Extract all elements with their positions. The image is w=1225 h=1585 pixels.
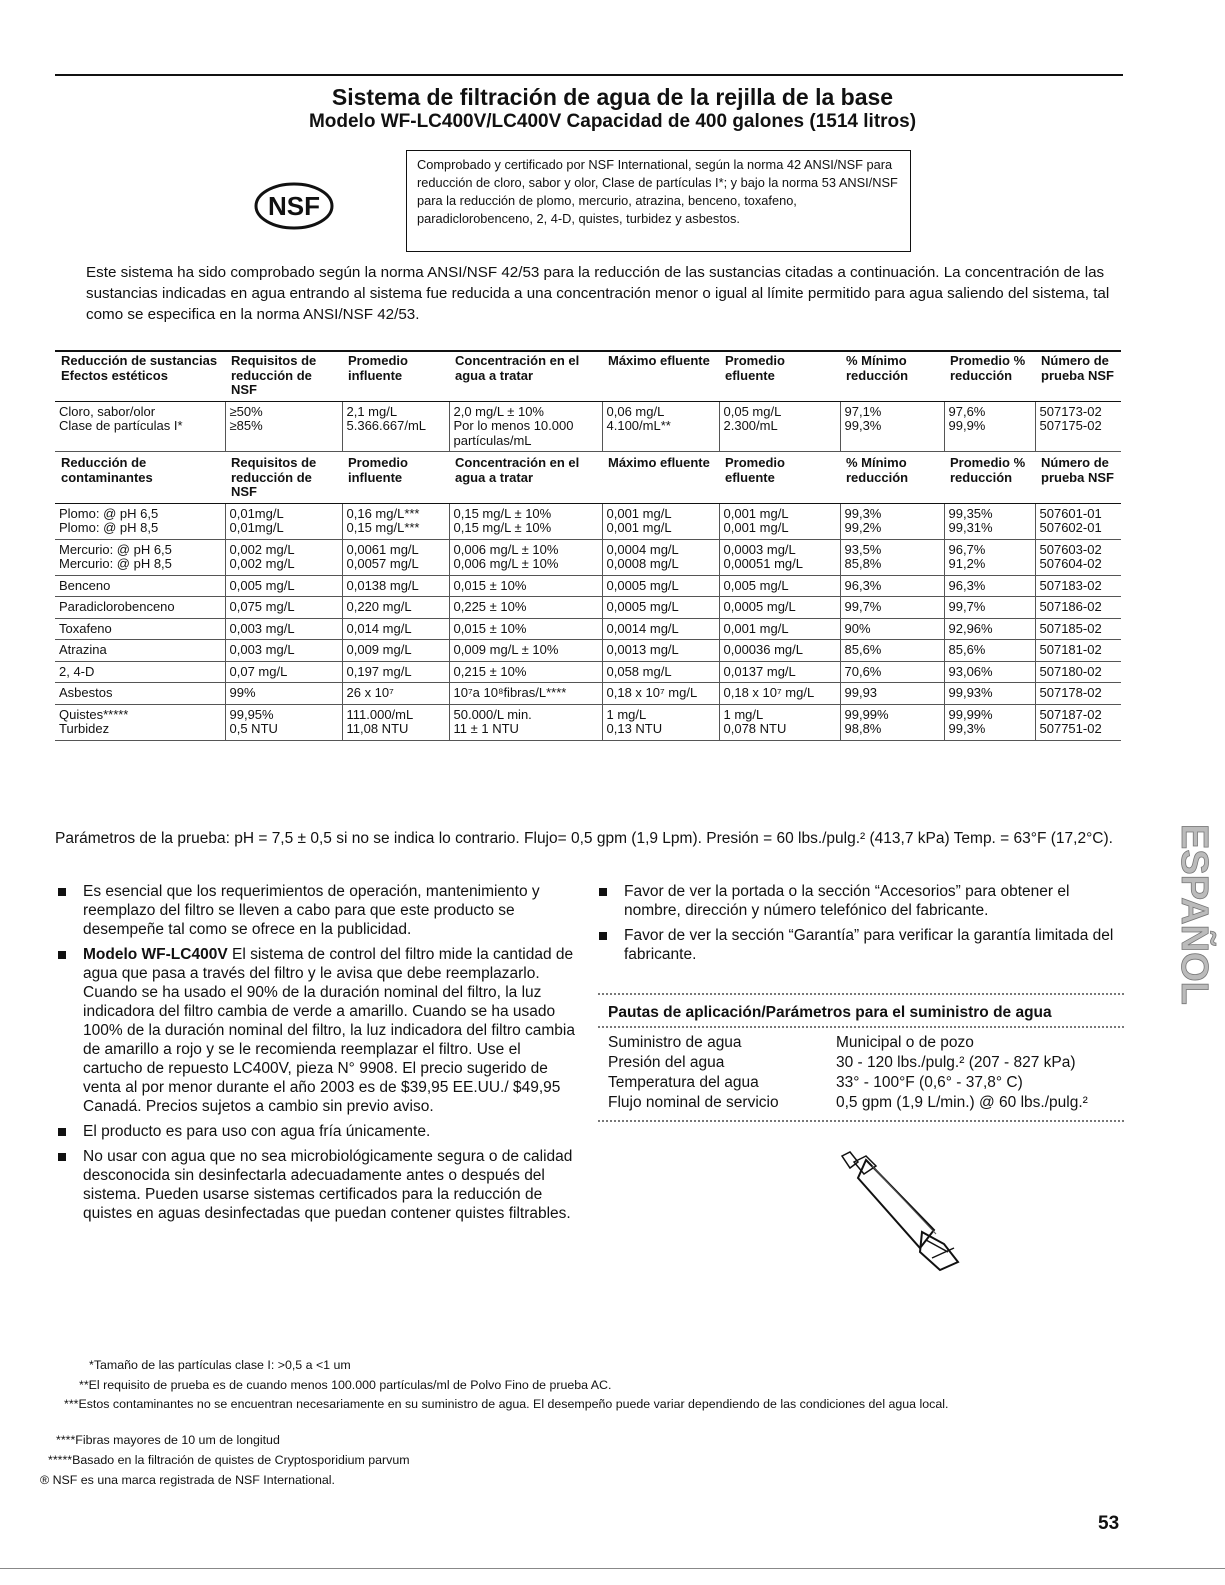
table-cell: 0,003 mg/L — [225, 618, 342, 640]
table-cell: 50.000/L min. 11 ± 1 NTU — [449, 704, 602, 740]
table-cell: 97,1% 99,3% — [840, 401, 944, 452]
table-cell: 99% — [225, 683, 342, 705]
table-cell: 0,0005 mg/L — [602, 597, 719, 619]
table-cell: Plomo: @ pH 6,5 Plomo: @ pH 8,5 — [55, 503, 225, 539]
table-cell: 0,001 mg/L — [719, 618, 840, 640]
table-cell: Quistes***** Turbidez — [55, 704, 225, 740]
table-cell: 0,01mg/L 0,01mg/L — [225, 503, 342, 539]
guideline-label: Temperatura del agua — [608, 1074, 759, 1091]
intro-paragraph: Este sistema ha sido comprobado según la norma ANSI/NSF 42/53 para la reducción de las sustancias citadas a continuación. La concentración de las sustancias indicadas en agua entrando al sistema fue reducida a una concentración menor o igual al límite permitido para agua saliendo del sistema, tal como se especifica en la norma ANSI/NSF 42/53. — [86, 264, 1110, 323]
table-cell: 0,0005 mg/L — [719, 597, 840, 619]
table-cell: 93,06% — [944, 661, 1035, 683]
table-cell: 0,18 x 10⁷ mg/L — [602, 683, 719, 705]
table-cell: 507183-02 — [1035, 575, 1121, 597]
table-cell: 0,002 mg/L 0,002 mg/L — [225, 539, 342, 575]
guideline-label: Presión del agua — [608, 1054, 725, 1071]
table-cell: 99,93 — [840, 683, 944, 705]
table-cell: 2,0 mg/L ± 10% Por lo menos 10.000 partículas/mL — [449, 401, 602, 452]
table-cell: 0,009 mg/L — [342, 640, 449, 662]
table-cell: 507180-02 — [1035, 661, 1121, 683]
footnote: ***Estos contaminantes no se encuentran necesariamente en su suministro de agua. El desempeño puede variar dependiendo de las condiciones del agua local. — [64, 1397, 949, 1411]
table-cell: 92,96% — [944, 618, 1035, 640]
guideline-value: 0,5 gpm (1,9 L/min.) @ 60 lbs./pulg.² — [836, 1094, 1088, 1111]
table-cell: 0,06 mg/L 4.100/mL** — [602, 401, 719, 452]
table-cell: 507178-02 — [1035, 683, 1121, 705]
table-cell: 0,014 mg/L — [342, 618, 449, 640]
table-cell: Paradiclorobenceno — [55, 597, 225, 619]
table-cell: 2, 4-D — [55, 661, 225, 683]
right-bullet-list — [596, 882, 1116, 970]
certification-box: Comprobado y certificado por NSF International, según la norma 42 ANSI/NSF para reducción de cloro, sabor y olor, Clase de partículas I*; y bajo la norma 53 ANSI/NSF para la reducción de plomo, mercurio, atrazina, benceno, toxafeno, paradiclorobenceno, 2, 4-D, quistes, turbidez y asbestos. — [406, 150, 911, 252]
table-cell: 0,05 mg/L 2.300/mL — [719, 401, 840, 452]
table-cell: 0,07 mg/L — [225, 661, 342, 683]
table-cell: 96,3% — [840, 575, 944, 597]
dotted-divider — [598, 1120, 1124, 1122]
table-cell: 99,93% — [944, 683, 1035, 705]
table-row — [55, 683, 1121, 705]
column-header: % Mínimo reducción — [840, 452, 944, 504]
table-cell: 90% — [840, 618, 944, 640]
column-header: Promedio influente — [342, 452, 449, 504]
table-cell: ≥50% ≥85% — [225, 401, 342, 452]
page-title: Sistema de filtración de agua de la rejilla de la base — [331, 84, 894, 110]
table-cell: 0,015 ± 10% — [449, 575, 602, 597]
column-header: Número de prueba NSF — [1035, 452, 1121, 504]
filter-cartridge-illustration — [836, 1148, 966, 1273]
column-header: Promedio efluente — [719, 351, 840, 401]
test-parameters: Parámetros de la prueba: pH = 7,5 ± 0,5 si no se indica lo contrario. Flujo= 0,5 gpm (1,9 Lpm). Presión = 60 lbs./pulg.² (413,7 kPa) Temp. = 63°F (17,2°C). — [55, 830, 1113, 847]
top-rule — [55, 74, 1123, 76]
footnote: ® NSF es una marca registrada de NSF International. — [40, 1473, 335, 1487]
page-number: 53 — [1098, 1513, 1120, 1534]
table-cell: 70,6% — [840, 661, 944, 683]
table-cell: 0,220 mg/L — [342, 597, 449, 619]
table-row — [55, 401, 1121, 452]
left-bullet-list — [55, 882, 575, 1229]
list-item: Favor de ver la portada o la sección “Accesorios” para obtener el nombre, dirección y número telefónico del fabricante. — [596, 882, 1116, 920]
table-cell: 507603-02 507604-02 — [1035, 539, 1121, 575]
column-header: Concentración en el agua a tratar — [449, 351, 602, 401]
table-cell: 26 x 10⁷ — [342, 683, 449, 705]
table-cell: 507601-01 507602-01 — [1035, 503, 1121, 539]
list-item — [55, 882, 575, 939]
column-header: Número de prueba NSF — [1035, 351, 1121, 401]
table-cell: 507181-02 — [1035, 640, 1121, 662]
footnote: *****Basado en la filtración de quistes de Cryptosporidium parvum — [48, 1453, 410, 1467]
guideline-value: 33° - 100°F (0,6° - 37,8° C) — [836, 1074, 1023, 1091]
list-item — [55, 1147, 575, 1223]
table-cell: 507173-02 507175-02 — [1035, 401, 1121, 452]
guideline-value: Municipal o de pozo — [836, 1034, 974, 1051]
list-item-bold: Modelo WF-LC400V — [83, 946, 228, 963]
table-cell: 0,00036 mg/L — [719, 640, 840, 662]
list-item-text: El producto es para uso con agua fría únicamente. — [83, 1123, 431, 1140]
column-header: Promedio % reducción — [944, 452, 1035, 504]
column-header: Requisitos de reducción de NSF — [225, 452, 342, 504]
table-cell: 507187-02 507751-02 — [1035, 704, 1121, 740]
table-header-row — [55, 351, 1121, 401]
nsf-logo — [253, 182, 335, 230]
table-cell: 0,16 mg/L*** 0,15 mg/L*** — [342, 503, 449, 539]
guideline-label: Flujo nominal de servicio — [608, 1094, 779, 1111]
table-cell: 96,7% 91,2% — [944, 539, 1035, 575]
table-cell: 93,5% 85,8% — [840, 539, 944, 575]
table-cell: 0,225 ± 10% — [449, 597, 602, 619]
column-header: Máximo efluente — [602, 351, 719, 401]
table-row — [55, 575, 1121, 597]
table-cell: 0,058 mg/L — [602, 661, 719, 683]
table-cell: 96,3% — [944, 575, 1035, 597]
guideline-value: 30 - 120 lbs./pulg.² (207 - 827 kPa) — [836, 1054, 1076, 1071]
list-item-text: No usar con agua que no sea microbiológicamente segura o de calidad desconocida sin desinfectarla adecuadamente antes o después del sistema. Pueden usarse sistemas certificados para la reducción de quistes en aguas desinfectadas que puedan contener quistes filtrables. — [83, 1148, 573, 1222]
table-cell: 0,001 mg/L 0,001 mg/L — [719, 503, 840, 539]
performance-table — [55, 350, 1121, 741]
dotted-divider — [598, 1026, 1124, 1028]
column-header: Reducción de sustancias Efectos estéticos — [55, 351, 225, 401]
table-row — [55, 661, 1121, 683]
list-item — [55, 945, 575, 1116]
table-cell: Asbestos — [55, 683, 225, 705]
table-cell: 0,215 ± 10% — [449, 661, 602, 683]
table-cell: Toxafeno — [55, 618, 225, 640]
table-cell: 0,003 mg/L — [225, 640, 342, 662]
column-header: % Mínimo reducción — [840, 351, 944, 401]
table-cell: 1 mg/L 0,078 NTU — [719, 704, 840, 740]
table-cell: Atrazina — [55, 640, 225, 662]
table-cell: 99,99% 99,3% — [944, 704, 1035, 740]
table-row — [55, 503, 1121, 539]
table-row — [55, 597, 1121, 619]
list-item-text: El sistema de control del filtro mide la cantidad de agua que pasa a través del filtro y le avisa que debe reemplazarlo. Cuando se ha usado el 90% de la duración nominal del filtro, la luz indicadora del filtro cambia de verde a amarillo. Cuando se ha usado 100% de la duración nominal del filtro, la luz indicadora del filtro cambia de amarillo a rojo y se le recomienda reemplazar el filtro. Use el cartucho de repuesto LC400V, pieza N° 9908. El precio sugerido de venta al por menor durante el año 2003 es de $39,95 EE.UU./ $49,95 Canadá. Precios sujetos a cambio sin previo aviso. — [83, 946, 575, 1115]
table-header-row — [55, 452, 1121, 504]
footnote: ****Fibras mayores de 10 um de longitud — [56, 1433, 280, 1447]
guideline-label: Suministro de agua — [608, 1034, 742, 1051]
table-cell: 111.000/mL 11,08 NTU — [342, 704, 449, 740]
table-cell: 0,18 x 10⁷ mg/L — [719, 683, 840, 705]
column-header: Promedio efluente — [719, 452, 840, 504]
table-cell: 0,009 mg/L ± 10% — [449, 640, 602, 662]
table-row — [55, 704, 1121, 740]
language-side-tab — [1150, 820, 1215, 1050]
column-header: Reducción de contaminantes — [55, 452, 225, 504]
table-cell: Cloro, sabor/olor Clase de partículas I* — [55, 401, 225, 452]
guidelines-title: Pautas de aplicación/Parámetros para el suministro de agua — [608, 1004, 1052, 1021]
table-cell: Benceno — [55, 575, 225, 597]
list-item: Favor de ver la sección “Garantía” para verificar la garantía limitada del fabricante. — [596, 926, 1116, 964]
table-cell: 10⁷a 10⁸fibras/L**** — [449, 683, 602, 705]
footnote: *Tamaño de las partículas clase I: >0,5 a <1 um — [89, 1358, 351, 1372]
column-header: Promedio influente — [342, 351, 449, 401]
table-cell: 99,35% 99,31% — [944, 503, 1035, 539]
table-cell: 0,075 mg/L — [225, 597, 342, 619]
table-row — [55, 640, 1121, 662]
nsf-logo-text: NSF — [268, 191, 320, 221]
table-cell: 0,15 mg/L ± 10% 0,15 mg/L ± 10% — [449, 503, 602, 539]
column-header: Máximo efluente — [602, 452, 719, 504]
column-header: Concentración en el agua a tratar — [449, 452, 602, 504]
table-cell: 99,99% 98,8% — [840, 704, 944, 740]
table-cell: 2,1 mg/L 5.366.667/mL — [342, 401, 449, 452]
table-cell: 0,0138 mg/L — [342, 575, 449, 597]
table-cell: 0,0003 mg/L 0,00051 mg/L — [719, 539, 840, 575]
bottom-rule — [0, 1568, 1225, 1569]
table-cell: 99,95% 0,5 NTU — [225, 704, 342, 740]
table-row — [55, 539, 1121, 575]
table-cell: 0,0137 mg/L — [719, 661, 840, 683]
table-cell: Mercurio: @ pH 6,5 Mercurio: @ pH 8,5 — [55, 539, 225, 575]
table-cell: 99,7% — [944, 597, 1035, 619]
table-cell: 85,6% — [840, 640, 944, 662]
table-cell: 0,0013 mg/L — [602, 640, 719, 662]
table-cell: 0,001 mg/L 0,001 mg/L — [602, 503, 719, 539]
table-cell: 99,3% 99,2% — [840, 503, 944, 539]
table-cell: 1 mg/L 0,13 NTU — [602, 704, 719, 740]
page-subtitle: Modelo WF-LC400V/LC400V Capacidad de 400 galones (1514 litros) — [308, 111, 917, 132]
table-cell: 0,006 mg/L ± 10% 0,006 mg/L ± 10% — [449, 539, 602, 575]
table-cell: 85,6% — [944, 640, 1035, 662]
list-item-text: Es esencial que los requerimientos de operación, mantenimiento y reemplazo del filtro se lleven a cabo para que este producto se desempeñe tal como se ofrece en la publicidad. — [83, 883, 540, 938]
table-cell: 0,005 mg/L — [225, 575, 342, 597]
table-cell: 0,197 mg/L — [342, 661, 449, 683]
table-cell: 507186-02 — [1035, 597, 1121, 619]
table-cell: 0,005 mg/L — [719, 575, 840, 597]
table-cell: 507185-02 — [1035, 618, 1121, 640]
list-item — [55, 1122, 575, 1141]
side-tab-text: ESPAÑOL — [1173, 824, 1215, 1005]
column-header: Requisitos de reducción de NSF — [225, 351, 342, 401]
table-cell: 0,0005 mg/L — [602, 575, 719, 597]
dotted-divider — [598, 993, 1124, 995]
table-cell: 0,015 ± 10% — [449, 618, 602, 640]
table-cell: 0,0014 mg/L — [602, 618, 719, 640]
footnote: **El requisito de prueba es de cuando menos 100.000 partículas/ml de Polvo Fino de prueba AC. — [79, 1378, 612, 1392]
table-cell: 99,7% — [840, 597, 944, 619]
table-cell: 97,6% 99,9% — [944, 401, 1035, 452]
table-cell: 0,0061 mg/L 0,0057 mg/L — [342, 539, 449, 575]
column-header: Promedio % reducción — [944, 351, 1035, 401]
table-row — [55, 618, 1121, 640]
table-cell: 0,0004 mg/L 0,0008 mg/L — [602, 539, 719, 575]
